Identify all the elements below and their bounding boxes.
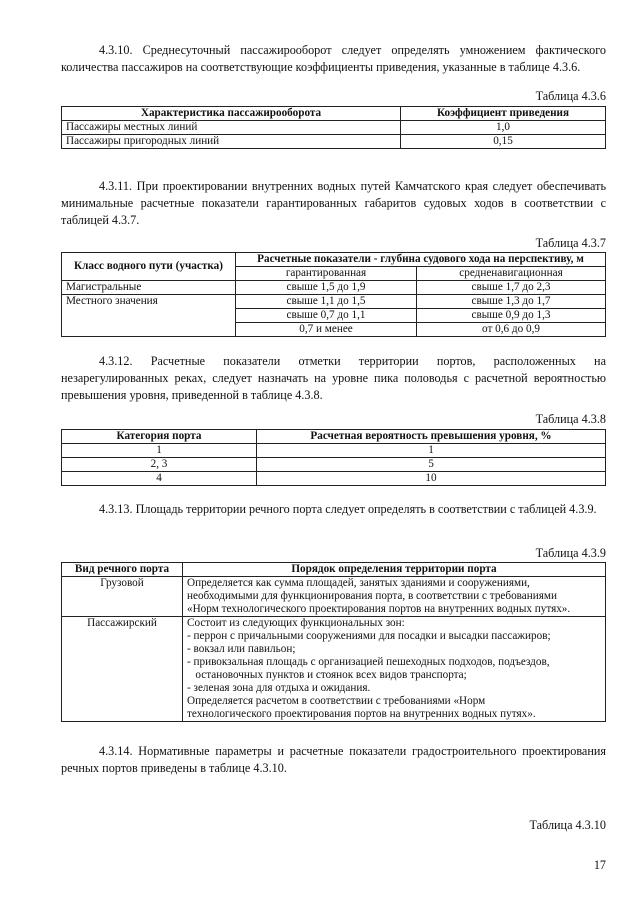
table-header: Класс водного пути (участка) (62, 253, 236, 281)
table-row: Местного значения свыше 1,1 до 1,5 свыше 1,3 до 1,7 (62, 295, 606, 309)
table-4-3-6 (61, 106, 606, 149)
table-subheader: гарантированная (236, 267, 417, 281)
table-4-3-10-caption: Таблица 4.3.10 (529, 818, 606, 832)
table-4-3-8-caption: Таблица 4.3.8 (535, 412, 606, 426)
table-header: Характеристика пассажирооборота (62, 107, 401, 121)
table-4-3-9 (61, 562, 606, 722)
table-4-3-8 (61, 429, 606, 486)
table-row: свыше 0,7 до 1,1 свыше 0,9 до 1,3 (62, 309, 606, 323)
table-row: 0,7 и менее от 0,6 до 0,9 (62, 323, 606, 337)
table-4-3-9-caption: Таблица 4.3.9 (535, 546, 606, 560)
table-row: Пассажиры пригородных линий 0,15 (62, 135, 606, 149)
table-row: Грузовой Определяется как сумма площадей, занятых зданиями и сооружениями, необходимыми для функционирования порта, в соответствии с требованиями «Норм технологического проектирования портов на внутренних водных путях». (62, 577, 606, 617)
paragraph-4-3-11: 4.3.11. При проектировании внутренних водных путей Камчатского края следует обеспечивать минимальные расчетные показатели гарантированных габаритов судовых ходов в соответствии с таблицей 4.3.7. (61, 179, 606, 227)
table-row: Магистральные свыше 1,5 до 1,9 свыше 1,7 до 2,3 (62, 281, 606, 295)
table-4-3-6-caption: Таблица 4.3.6 (535, 89, 606, 103)
table-header: Категория порта (62, 430, 257, 444)
page-number: 17 (593, 858, 606, 872)
table-header: Порядок определения территории порта (183, 563, 606, 577)
table-row: Пассажирский Состоит из следующих функциональных зон: - перрон с причальными сооружениями для посадки и высадки пассажиров; - вокзал или павильон; - привокзальная площадь с организацией пешеходных подходов, подъездов, остановочных пунктов и стоянок всех видов транспорта; - зеленая зона для отдыха и ожидания. Определяется расчетом в соответствии с требованиями «Норм технологического проектирования портов на внутренних водных путях». (62, 617, 606, 722)
table-row: Пассажиры местных линий 1,0 (62, 121, 606, 135)
paragraph-4-3-12: 4.3.12. Расчетные показатели отметки территории портов, расположенных на незарегулированных реках, следует назначать на уровне пика половодья с расчетной вероятностью превышения уровня, приведенной в таблице 4.3.8. (61, 354, 606, 402)
table-header: Вид речного порта (62, 563, 183, 577)
table-header: Расчетная вероятность превышения уровня, % (257, 430, 606, 444)
table-4-3-7-caption: Таблица 4.3.7 (535, 236, 606, 250)
table-4-3-7 (61, 252, 606, 337)
table-header: Расчетные показатели - глубина судового хода на перспективу, м (236, 253, 606, 267)
table-row: 4 10 (62, 472, 606, 486)
table-row: 2, 3 5 (62, 458, 606, 472)
table-header: Коэффициент приведения (401, 107, 606, 121)
paragraph-4-3-10: 4.3.10. Среднесуточный пассажирооборот следует определять умножением фактического количества пассажиров на соответствующие коэффициенты приведения, указанные в таблице 4.3.6. (61, 43, 606, 74)
table-subheader: средненавигационная (417, 267, 606, 281)
paragraph-4-3-13: 4.3.13. Площадь территории речного порта следует определять в соответствии с таблицей 4.3.9. (99, 502, 597, 516)
paragraph-4-3-14: 4.3.14. Нормативные параметры и расчетные показатели градостроительного проектирования речных портов приведены в таблице 4.3.10. (61, 744, 606, 775)
table-row: 1 1 (62, 444, 606, 458)
